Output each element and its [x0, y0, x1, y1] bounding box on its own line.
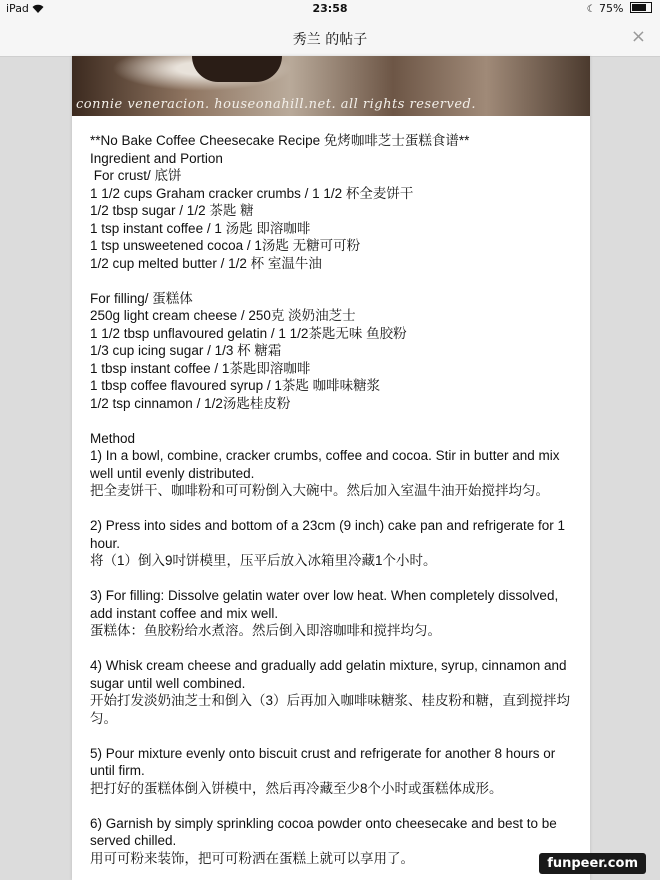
step-zh: 将（1）倒入9吋饼模里，压平后放入冰箱里冷藏1个小时。: [90, 553, 437, 568]
crust-item: 1 1/2 cups Graham cracker crumbs / 1 1/2 杯全麦饼干: [90, 185, 414, 201]
image-watermark: connie veneracion. houseonahill.net. all rights reserved.: [76, 97, 476, 112]
site-logo: funpeer.com: [539, 853, 646, 874]
device-name: iPad: [6, 2, 29, 15]
filling-item: 1 1/2 tbsp unflavoured gelatin / 1 1/2茶匙无味 鱼胶粉: [90, 325, 407, 341]
crust-heading: For crust/ 底饼: [90, 168, 182, 183]
step-en: 6) Garnish by simply sprinkling cocoa powder onto cheesecake and best to be served chilled.: [90, 815, 557, 848]
page-title: 秀兰 的帖子: [292, 32, 368, 48]
battery-percent: 75%: [599, 2, 624, 15]
step-zh: 把打好的蛋糕体倒入饼模中，然后再冷藏至少8个小时或蛋糕体成形。: [90, 780, 503, 796]
step-en: 2) Press into sides and bottom of a 23cm (9 inch) cake pan and refrigerate for 1 hour.: [90, 518, 565, 551]
post-article: [72, 56, 590, 880]
banner-image: [72, 56, 590, 116]
battery-icon: [630, 2, 652, 13]
step-zh: 蛋糕体：鱼胶粉给水煮溶。然后倒入即溶咖啡和搅拌均匀。: [90, 623, 441, 638]
close-button[interactable]: ×: [630, 26, 646, 47]
filling-item: 1/3 cup icing sugar / 1/3 杯 糖霜: [90, 343, 282, 358]
step-en: 3) For filling: Dissolve gelatin water over low heat. When completely dissolved, add instant coffee and mix well.: [90, 588, 559, 621]
status-bar: [0, 0, 660, 18]
filling-item: 1/2 tsp cinnamon / 1/2汤匙桂皮粉: [90, 395, 291, 411]
step-en: 1) In a bowl, combine, cracker crumbs, coffee and cocoa. Stir in butter and mix well until evenly distributed.: [90, 448, 560, 481]
recipe-text: [72, 116, 590, 867]
method-heading: Method: [90, 430, 136, 446]
clock: 23:58: [312, 2, 348, 15]
step-zh: 开始打发淡奶油芝士和倒入（3）后再加入咖啡味糖浆、桂皮粉和糖，直到搅拌均匀。: [90, 693, 571, 726]
nav-bar: [0, 18, 660, 57]
recipe-title: **No Bake Coffee Cheesecake Recipe 免烤咖啡芝士蛋糕食谱**: [90, 133, 470, 148]
step-en: 5) Pour mixture evenly onto biscuit crust and refrigerate for another 8 hours or until firm.: [90, 745, 556, 778]
step-zh: 把全麦饼干、咖啡粉和可可粉倒入大碗中。然后加入室温牛油开始搅拌均匀。: [90, 483, 549, 498]
filling-heading: For filling/ 蛋糕体: [90, 290, 193, 306]
status-right: [587, 2, 652, 15]
crust-item: 1/2 cup melted butter / 1/2 杯 室温牛油: [90, 255, 322, 271]
step-zh: 用可可粉来装饰，把可可粉洒在蛋糕上就可以享用了。: [90, 850, 414, 866]
filling-item: 1 tbsp coffee flavoured syrup / 1茶匙 咖啡味糖浆: [90, 378, 381, 393]
crust-item: 1/2 tbsp sugar / 1/2 茶匙 糖: [90, 203, 254, 218]
step-en: 4) Whisk cream cheese and gradually add gelatin mixture, syrup, cinnamon and sugar until well combined.: [90, 658, 567, 691]
filling-item: 250g light cream cheese / 250克 淡奶油芝士: [90, 308, 356, 323]
moon-icon: ☾: [586, 4, 596, 15]
crust-item: 1 tsp instant coffee / 1 汤匙 即溶咖啡: [90, 220, 311, 236]
filling-item: 1 tbsp instant coffee / 1茶匙即溶咖啡: [90, 360, 311, 376]
crust-item: 1 tsp unsweetened cocoa / 1汤匙 无糖可可粉: [90, 238, 361, 253]
ingredients-heading: Ingredient and Portion: [90, 150, 223, 166]
